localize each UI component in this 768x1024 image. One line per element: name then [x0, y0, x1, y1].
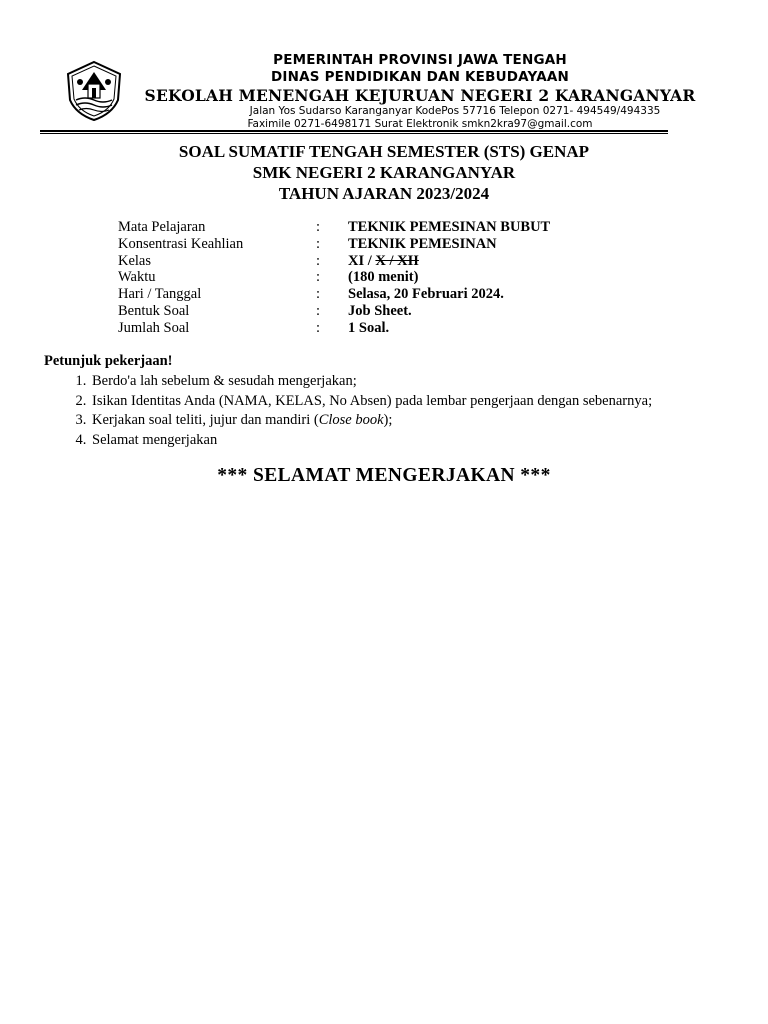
- info-value: TEKNIK PEMESINAN BUBUT: [348, 219, 551, 235]
- instruction-text: Kerjakan soal teliti, jujur dan mandiri (: [92, 412, 319, 428]
- exam-info-table: [118, 219, 550, 337]
- letterhead-divider-thin: [40, 133, 668, 134]
- instructions: [44, 352, 744, 450]
- instruction-item: 2. Isikan Identitas Anda (NAMA, KELAS, No Absen) pada lembar pengerjaan dengan sebenarnya;: [90, 392, 744, 412]
- central-java-province-emblem-icon: [62, 60, 126, 122]
- info-label: Mata Pelajaran: [118, 219, 206, 235]
- school-contact: Faximile 0271-6498171 Surat Elektronik smkn2kra97@gmail.com: [247, 118, 593, 130]
- exam-year: TAHUN AJARAN 2023/2024: [278, 184, 490, 203]
- info-label: Konsentrasi Keahlian: [118, 235, 244, 252]
- info-row: [118, 320, 550, 337]
- info-row: [118, 219, 550, 236]
- letterhead-text: [130, 52, 710, 131]
- exam-title: SOAL SUMATIF TENGAH SEMESTER (STS) GENAP: [178, 142, 590, 161]
- info-separator: :: [316, 286, 321, 303]
- closing-message: *** SELAMAT MENGERJAKAN ***: [217, 465, 551, 486]
- department-name: DINAS PENDIDIKAN DAN KEBUDAYAAN: [270, 69, 569, 85]
- info-separator: :: [316, 235, 321, 252]
- info-value: (180 menit): [348, 269, 419, 286]
- school-address: Jalan Yos Sudarso Karanganyar KodePos 57716 Telepon 0271- 494549/494335: [249, 105, 661, 117]
- info-separator: :: [316, 302, 321, 319]
- government-name: PEMERINTAH PROVINSI JAWA TENGAH: [273, 52, 567, 68]
- class-selected: XI /: [348, 252, 376, 269]
- info-label: Jumlah Soal: [118, 319, 190, 336]
- info-separator: :: [316, 252, 321, 269]
- info-separator: :: [316, 219, 321, 235]
- instructions-list: [44, 372, 744, 450]
- info-label: Kelas: [118, 252, 152, 269]
- info-value: Selasa, 20 Februari 2024.: [348, 286, 504, 303]
- instruction-text-end: );: [383, 412, 393, 428]
- instruction-italic-text: Close book: [318, 412, 384, 428]
- instructions-heading: Petunjuk pekerjaan!: [44, 353, 173, 369]
- info-value: TEKNIK PEMESINAN: [348, 235, 497, 252]
- exam-school: SMK NEGERI 2 KARANGANYAR: [252, 163, 516, 182]
- class-struck-out: X / XII: [375, 252, 419, 269]
- info-label: Bentuk Soal: [118, 302, 190, 319]
- instruction-item: 1. Berdo'a lah sebelum & sesudah mengerjakan;: [90, 372, 744, 392]
- info-row: [118, 303, 550, 320]
- document-title: [0, 141, 768, 204]
- instruction-item: [90, 411, 744, 431]
- info-row: [118, 286, 550, 303]
- info-separator: :: [316, 269, 321, 286]
- info-row: [118, 236, 550, 253]
- letterhead: [0, 0, 768, 140]
- info-label: Hari / Tanggal: [118, 286, 202, 303]
- info-value: Job Sheet.: [348, 302, 412, 319]
- instruction-item: 4. Selamat mengerjakan: [90, 431, 744, 451]
- info-value-class: [348, 253, 419, 270]
- letterhead-divider-thick: [40, 130, 668, 132]
- school-name: SEKOLAH MENENGAH KEJURUAN NEGERI 2 KARANGANYAR: [144, 86, 696, 105]
- info-row: [118, 269, 550, 286]
- info-label: Waktu: [118, 269, 156, 286]
- info-value: 1 Soal.: [348, 319, 390, 336]
- info-row: [118, 253, 550, 270]
- info-separator: :: [316, 319, 321, 336]
